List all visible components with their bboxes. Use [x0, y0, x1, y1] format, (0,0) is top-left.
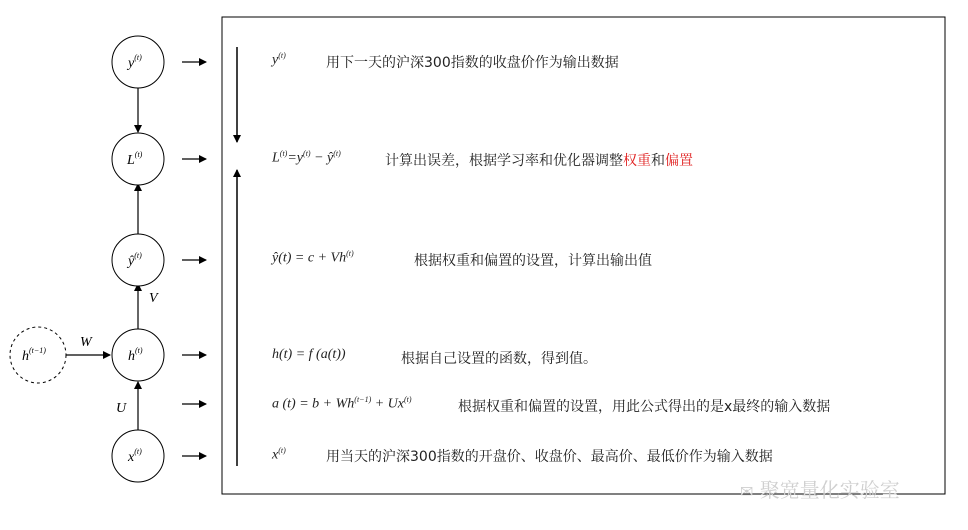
- node-x-label: $x^{(t)}$: [128, 447, 142, 465]
- wechat-icon: ✉: [740, 482, 754, 501]
- row5-formula: a $(t) = b + Wh^{(t-1)} + Ux^{(t)}$: [272, 395, 412, 412]
- node-h: [112, 329, 164, 381]
- row6-formula: $x^{(t)}$: [272, 446, 286, 463]
- node-L-label: $L^{(t)}$: [127, 150, 143, 168]
- watermark: ✉ 聚宽量化实验室: [740, 478, 900, 502]
- row3-formula: ŷ(t) = $c + Vh^{(t)}$: [272, 249, 354, 266]
- highlight-weights: 权重: [623, 153, 651, 169]
- row6-desc: 用当天的沪深300指数的开盘价、收盘价、最高价、最低价作为输入数据: [326, 449, 773, 465]
- node-y: [112, 36, 164, 88]
- node-L: [112, 133, 164, 185]
- node-x: [112, 430, 164, 482]
- edge-label-V: V: [149, 291, 158, 306]
- node-hprev-label: $h^{(t-1)}$: [22, 346, 46, 364]
- row2-formula: $L^{(t)}=y^{(t)}$ − $ŷ^{(t)}$: [272, 149, 341, 166]
- highlight-bias: 偏置: [665, 153, 693, 169]
- row1-formula: $y^{(t)}$: [272, 51, 286, 68]
- node-y-label: $y^{(t)}$: [128, 53, 142, 71]
- row1-desc: 用下一天的沪深300指数的收盘价作为输出数据: [326, 55, 619, 71]
- edge-label-W: W: [80, 335, 92, 350]
- row5-desc: 根据权重和偏置的设置，用此公式得出的是x最终的输入数据: [458, 399, 831, 415]
- node-hprev: [10, 327, 66, 383]
- row4-desc: 根据自己设置的函数，得到值。: [401, 351, 597, 367]
- edge-label-U: U: [116, 401, 127, 416]
- row3-desc: 根据权重和偏置的设置，计算出输出值: [414, 253, 652, 269]
- node-h-label: $h^{(t)}$: [128, 346, 143, 364]
- node-yhat-label: $ŷ^{(t)}$: [128, 251, 142, 269]
- row4-formula: h(t) = f (a(t)): [272, 347, 346, 362]
- row2-desc: 计算出误差，根据学习率和优化器调整权重和偏置: [385, 153, 693, 169]
- node-yhat: [112, 234, 164, 286]
